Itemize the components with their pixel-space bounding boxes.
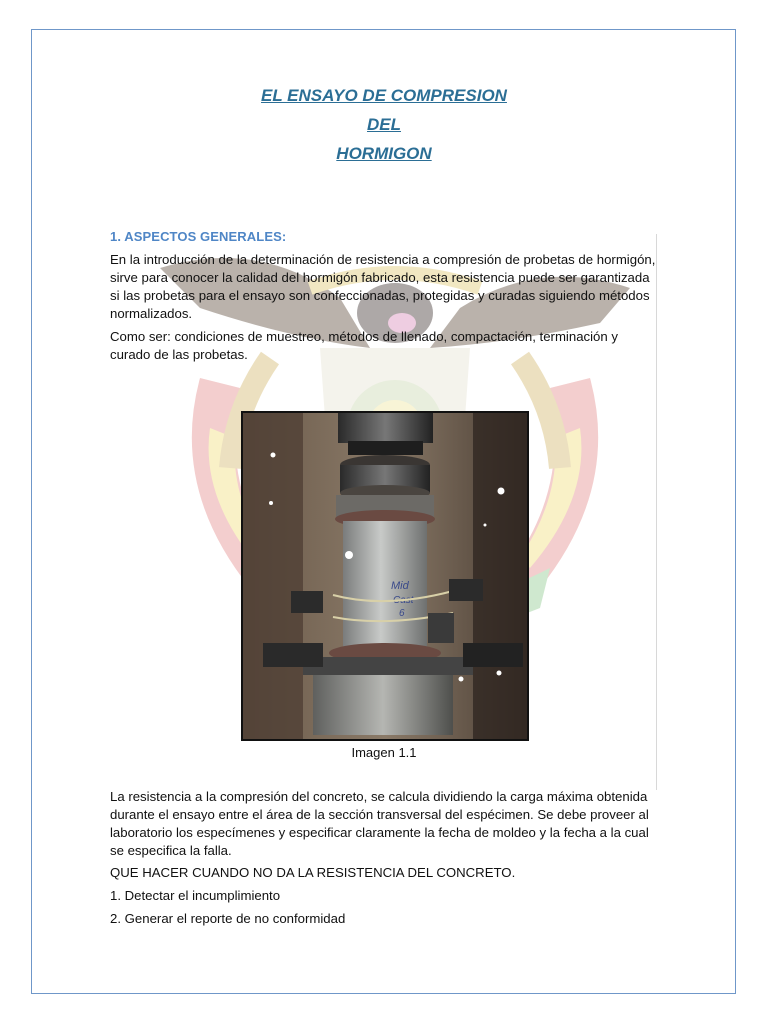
intro-paragraph: En la introducción de la determinación de resistencia a compresión de probetas de hormigón, sirve para conocer la calidad del hormigón fabricado, esta resistencia puede ser garantizada si las probetas para el ensayo son confeccionadas, protegidas y curadas siguiendo métodos normalizados. <box>110 252 656 321</box>
document-title-line-2: DEL <box>367 115 401 134</box>
svg-text:Mid: Mid <box>391 580 409 592</box>
resistance-paragraph: La resistencia a la compresión del concreto, se calcula dividiendo la carga máxima obtenida durante el ensayo entre el área de la sección transversal del espécimen. Se debe proveer al laboratorio los especímenes y especificar claramente la fecha de moldeo y la fecha a la cual se especifica la falla. <box>110 789 649 858</box>
compression-test-photo <box>241 411 529 741</box>
question-line: QUE HACER CUANDO NO DA LA RESISTENCIA DEL CONCRETO. <box>110 865 516 880</box>
svg-text:6: 6 <box>399 608 405 619</box>
figure-caption: Imagen 1.1 <box>351 745 417 760</box>
step-1: 1. Detectar el incumplimiento <box>110 888 281 903</box>
section-heading: 1. ASPECTOS GENERALES: <box>110 229 287 244</box>
document-title-line-3: HORMIGON <box>336 144 432 163</box>
step-2: 2. Generar el reporte de no conformidad <box>110 911 346 926</box>
svg-text:Cast: Cast <box>393 595 414 606</box>
test-machine-illustration <box>243 413 527 739</box>
conditions-paragraph: Como ser: condiciones de muestreo, métodos de llenado, compactación, terminación y curado de las probetas. <box>110 329 618 362</box>
document-title-line-1: EL ENSAYO DE COMPRESION <box>261 86 507 105</box>
